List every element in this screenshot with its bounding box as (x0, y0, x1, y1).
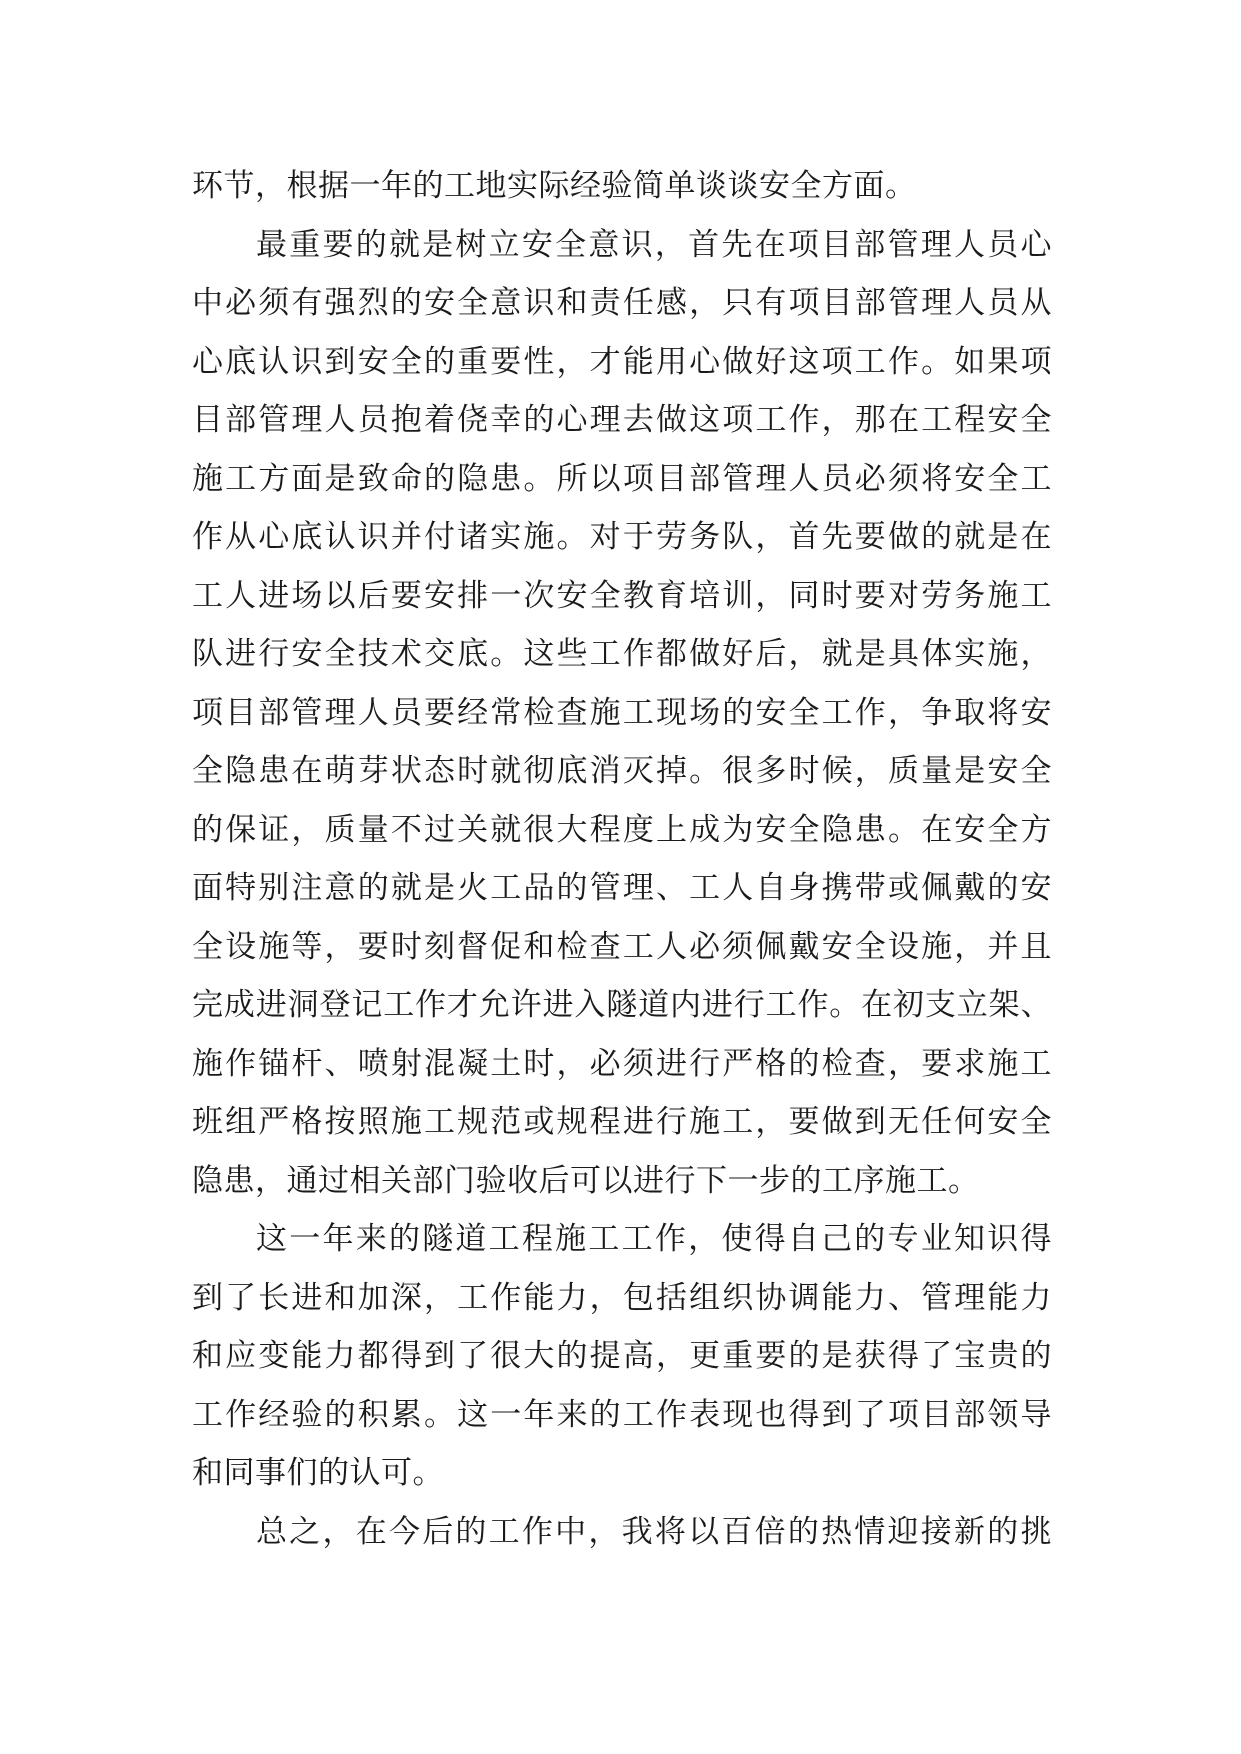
text-line: 这一年来的隧道工程施工工作，使得自己的专业知识得 (256, 1221, 1052, 1257)
text-line: 环节，根据一年的工地实际经验简单谈谈安全方面。 (192, 168, 917, 204)
text-line: 到了长进和加深，工作能力，包括组织协调能力、管理能力 (192, 1279, 1052, 1316)
text-line: 心底认识到安全的重要性，才能用心做好这项工作。如果项 (192, 343, 1052, 380)
body-text (192, 157, 1052, 1561)
text-line: 工人进场以后要安排一次安全教育培训，同时要对劳务施工 (192, 577, 1052, 614)
text-line: 作从心底认识并付诸实施。对于劳务队，首先要做的就是在 (192, 519, 1052, 555)
text-line: 全隐患在萌芽状态时就彻底消灭掉。很多时候，质量是安全 (192, 753, 1052, 789)
text-line: 的保证，质量不过关就很大程度上成为安全隐患。在安全方 (192, 811, 1052, 848)
text-line: 队进行安全技术交底。这些工作都做好后，就是具体实施， (192, 636, 1052, 672)
text-line: 最重要的就是树立安全意识，首先在项目部管理人员心 (256, 226, 1052, 263)
text-line: 施工方面是致命的隐患。所以项目部管理人员必须将安全工 (192, 460, 1052, 497)
text-line: 和同事们的认可。 (192, 1455, 444, 1491)
text-line: 完成进洞登记工作才允许进入隧道内进行工作。在初支立架、 (192, 987, 1052, 1023)
text-line: 全设施等，要时刻督促和检查工人必须佩戴安全设施，并且 (192, 928, 1052, 965)
text-line: 项目部管理人员要经常检查施工现场的安全工作，争取将安 (192, 694, 1052, 731)
text-line: 隐患，通过相关部门验收后可以进行下一步的工序施工。 (192, 1162, 980, 1199)
text-line: 施作锚杆、喷射混凝土时，必须进行严格的检查，要求施工 (192, 1045, 1052, 1082)
text-line: 总之，在今后的工作中，我将以百倍的热情迎接新的挑 (256, 1513, 1052, 1550)
text-line: 班组严格按照施工规范或规程进行施工，要做到无任何安全 (192, 1104, 1052, 1140)
text-line: 工作经验的积累。这一年来的工作表现也得到了项目部领导 (192, 1396, 1052, 1433)
text-line: 面特别注意的就是火工品的管理、工人自身携带或佩戴的安 (192, 870, 1052, 906)
text-line: 中必须有强烈的安全意识和责任感，只有项目部管理人员从 (192, 285, 1052, 321)
text-line: 目部管理人员抱着侥幸的心理去做这项工作，那在工程安全 (192, 402, 1052, 438)
text-line: 和应变能力都得到了很大的提高，更重要的是获得了宝贵的 (192, 1338, 1052, 1374)
